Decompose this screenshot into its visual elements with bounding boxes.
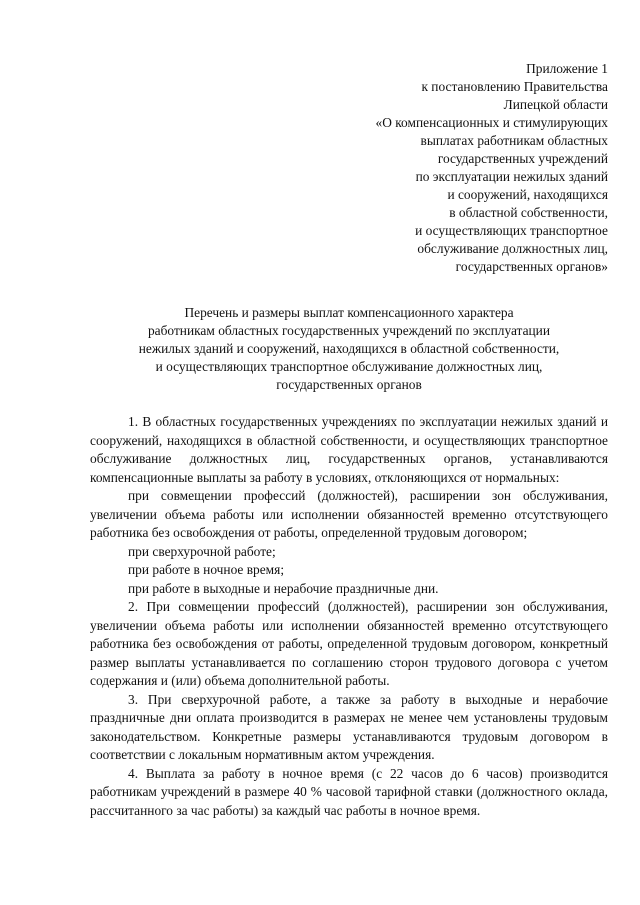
appendix-header [90,60,608,276]
list-item-night: при работе в ночное время; [128,562,285,577]
appendix-line: государственных учреждений [437,151,608,166]
appendix-line: государственных органов» [455,259,608,274]
paragraph-1: 1. В областных государственных учреждениях по эксплуатации нежилых зданий и сооружений, находящихся в областной собственности, и осуществляющих транспортное обслуживание должностных лиц, государственных органов, устанавливаются компенсационные выплаты за работу в условиях, отклоняющихся от нормальных: [90,414,608,485]
list-item-overtime: при сверхурочной работе; [128,543,276,559]
list-item-combination: при совмещении профессий (должностей), расширении зон обслуживания, увеличении объема работы или исполнении обязанностей временно отсутствующего работника без освобождения от работы, определенной трудовым договором; [90,488,608,540]
appendix-line: по эксплуатации нежилых зданий [415,169,608,184]
document-title [90,304,608,394]
document-body [90,413,608,820]
title-line: государственных органов [276,377,422,392]
appendix-line: в областной собственности, [449,205,608,220]
title-line: работникам областных государственных учреждений по эксплуатации [147,323,551,338]
appendix-line: обслуживание должностных лиц, [417,241,608,256]
appendix-line: Липецкой области [503,97,608,112]
appendix-line: «О компенсационных и стимулирующих [375,115,608,130]
title-line: нежилых зданий и сооружений, находящихся в областной собственности, [138,341,560,356]
title-line: и осуществляющих транспортное обслуживание должностных лиц, [155,359,543,374]
paragraph-4: 4. Выплата за работу в ночное время (с 22 часов до 6 часов) производится работникам учреждений в размере 40 % часовой тарифной ставки (должностного оклада, рассчитанного за час работы) за каждый час работы в ночное время. [90,765,608,818]
paragraph-2: 2. При совмещении профессий (должностей), расширении зон обслуживания, увеличении объема работы или исполнении обязанностей временно отсутствующего работника без освобождения от работы, определенной трудовым договором, конкретный размер выплаты устанавливается по соглашению сторон трудового договора с учетом содержания и (или) объема дополнительной работы. [90,599,608,688]
appendix-line: и осуществляющих транспортное [415,223,608,238]
appendix-line: и сооружений, находящихся [447,187,608,202]
appendix-line: Приложение 1 [526,61,608,76]
appendix-line: выплатах работникам областных [420,133,608,148]
title-line: Перечень и размеры выплат компенсационного характера [184,305,514,320]
list-item-holidays: при работе в выходные и нерабочие праздничные дни. [128,580,439,596]
appendix-line: к постановлению Правительства [421,79,608,94]
paragraph-3: 3. При сверхурочной работе, а также за работу в выходные и нерабочие праздничные дни оплата производится в размерах не менее чем установлены трудовым законодательством. Конкретные размеры устанавливаются трудовым договором в соответствии с локальным нормативным актом учреждения. [90,691,608,762]
